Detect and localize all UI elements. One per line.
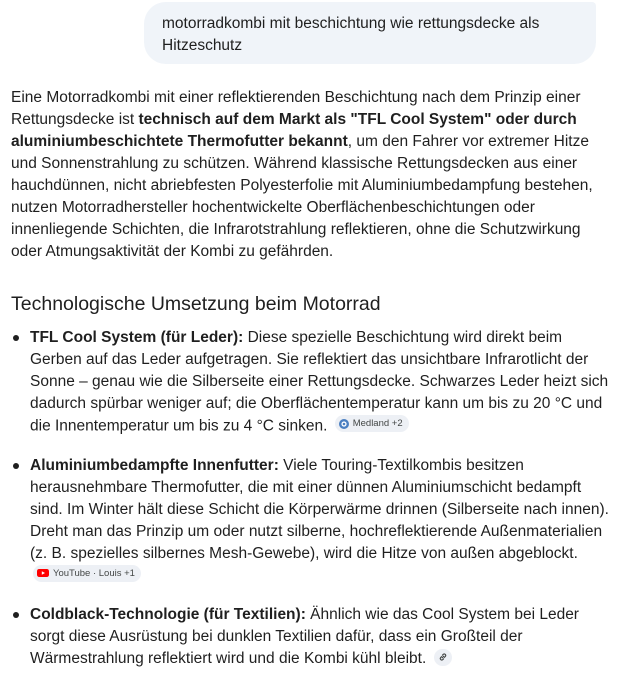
item-text: Viele Touring-Textilkombis besitzen herausnehmbare Thermofutter, die mit einer dünnen Aluminiumschicht bedampft sind. Im Winter hält diese Schicht die Körperwärme drinnen (Silberseite nach innen). Dreht man das Prinzip um oder nutzt silberne, hochreflektierende Außenmaterialien (z. B. spezielles silbernes Mesh-Gewebe), wird die Hitze von außen abgeblockt. [30,456,609,562]
list-item [11,604,611,670]
intro-bold: technisch auf dem Markt als "TFL Cool System" oder durch aluminiumbeschichtete Thermofutter bekannt [11,111,577,150]
intro-paragraph [11,87,611,263]
intro-text-1: Eine Motorradkombi mit einer reflektierenden Beschichtung nach dem Prinzip einer Rettungsdecke ist [11,89,581,128]
user-prompt-bubble [144,2,596,64]
source-link-chip[interactable] [434,649,452,666]
bullet-dot [13,612,19,618]
item-text: Ähnlich wie das Cool System bei Leder sorgt diese Ausrüstung bei dunklen Textilien dafür, dass ein Großteil der Wärmestrahlung reflektiert wird und die Kombi kühl bleibt. [30,606,579,667]
item-text: Diese spezielle Beschichtung wird direkt beim Gerben auf das Leder aufgetragen. Sie reflektiert das unsichtbare Infrarotlicht der Sonne – genau wie die Silberseite einer Rettungsdecke. Schwarzes Leder heizt sich dadurch spürbar weniger auf; die Oberflächentemperatur kann um bis zu 20 °C und die Innentemperatur um bis zu 4 °C sinken. [30,329,609,435]
item-title: TFL Cool System (für Leder): [30,329,244,346]
section-heading: Technologische Umsetzung beim Motorrad [11,293,381,315]
user-prompt-text: motorradkombi mit beschichtung wie rettungsdecke als Hitzeschutz [162,15,540,54]
source-chip-medland[interactable] [335,415,409,432]
item-title: Aluminiumbedampfte Innenfutter: [30,456,279,474]
source-chip-label: YouTube · Louis +1 [53,567,135,579]
source-chip-label: Medland +2 [352,418,403,429]
bullet-dot [13,335,19,341]
bullet-dot [13,463,19,469]
technology-list [11,327,611,670]
link-icon [438,652,448,662]
source-chip-youtube[interactable] [33,565,141,582]
list-item [11,455,611,588]
medland-icon [339,419,349,429]
youtube-icon [37,568,49,578]
intro-text-2: , um den Fahrer vor extremer Hitze und Sonnenstrahlung zu schützen. Während klassische Rettungsdecken aus einer hauchdünnen, nicht abriebfesten Polyesterfolie mit Aluminiumbedampfung bestehen, nutzen Motorradhersteller hochentwickelte Oberflächenbeschichtungen oder innenliegende Schichten, die Infrarotstrahlung reflektieren, ohne die Schutzwirkung oder Atmungsaktivität der Kombi zu gefährden. [11,133,593,260]
item-title: Coldblack-Technologie (für Textilien): [30,606,306,623]
assistant-answer [11,87,611,687]
list-item [11,327,611,438]
